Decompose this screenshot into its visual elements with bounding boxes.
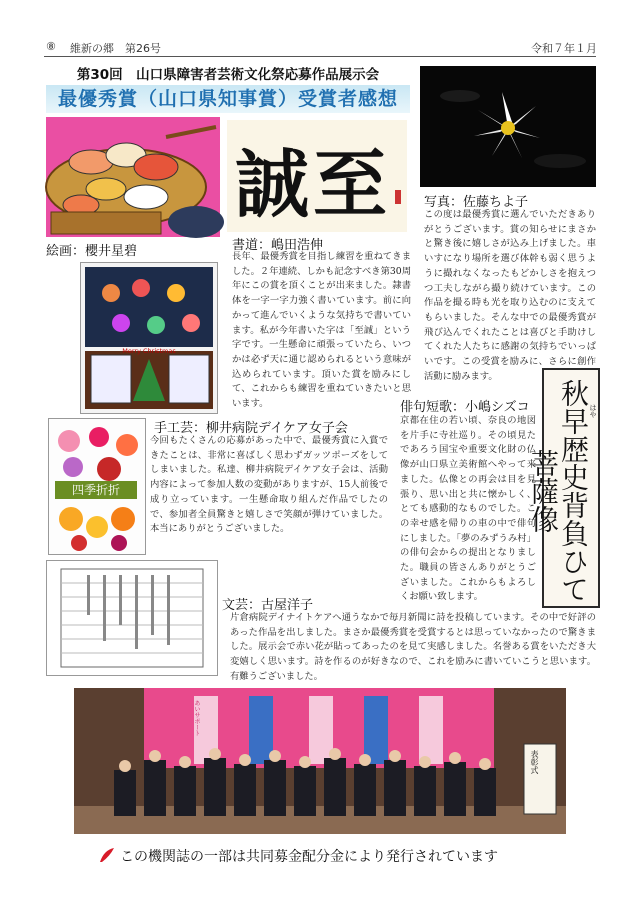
banner-subtitle: 第30回 山口県障害者芸術文化祭応募作品展示会 (46, 65, 410, 85)
calligraphy-image (227, 120, 407, 232)
craft-sign: 四季折折 (55, 481, 137, 499)
craft-seasons-image (48, 418, 146, 555)
haiku-scroll-ruby: はや (589, 404, 597, 418)
haiku-scroll (527, 368, 600, 608)
caption-literature: 文芸：古屋洋子 (222, 598, 314, 613)
issue-date: 令和７年１月 (531, 42, 597, 55)
caption-crafts: 手工芸：柳井病院デイケア女子会 (154, 421, 348, 436)
literature-text: 片倉病院デイナイトケアへ通うなかで毎月新聞に詩を投稿しています。その中で好評のあった作品を出しました。まさか最優秀賞を受賞するとは思っていなかったので驚きました。展示会で赤い花が貼ってあったのを見て実感しました。名誉ある賞をいただき大変嬉しく思います。詩を作るのが好きなので、これを励みに書いていこうと思います。有難うございました。 (230, 612, 596, 682)
ceremony-sign: 表彰式 (530, 750, 539, 774)
christmas-label: Merry Christmas (122, 347, 176, 355)
literature-manuscript-image (46, 560, 218, 676)
crafts-text: 今回もたくさんの応募があった中で、最優秀賞に入賞できたことは、非常に喜ばしく思わずガッツポーズをしてしまいました。私達、柳井病院デイケア女子会は、活動内容によって参加人数の変動がありますが、15人前後で成り立っています。一生懸命取り組んだ作品でしたので、参加者全員驚きと嬉しさで笑顔が弾けていました。本当にありがとうございました。 (150, 435, 388, 535)
ceremony-banner: あいサポート (193, 700, 200, 736)
craft-christmas-image (80, 262, 218, 414)
haiku-scroll-text: 秋早歴史背負ひて菩薩像 (527, 379, 590, 603)
calligraphy-text: 長年、最優秀賞を目指し練習を重ねてきました。２年連続、しかも記念すべき第30周年にこの賞を頂くことが出来ました。隷書体を一字一字力強く書いています。前に向かって進んでいくような気持ちで書いています。私が今年書いた字は「至誠」という字です。一生懸命に頑張っていたら、いつかは必ず天に通じ認められるという意味が込められています。頂いた賞を励みにして、これからも練習を重ねていきたいと思います。 (232, 251, 411, 410)
footer-notice: この機関誌の一部は共同募金配分金により発行されています (120, 849, 498, 865)
photo-text: この度は最優秀賞に選んでいただきありがとうございます。賞の知らせにまさかと驚き後に嬉しさが込み上げました。車いすになり場所を選び体幹も弱く思うように撮れなくなったもどかしさを抱えつつ工夫しながら撮り続けています。この作品を撮る時も光を取り込むのに支えてもらいました。そんな中での最優秀賞が飛び込んでくれたことは喜びと手助けしてくれた人たちに感謝の気持ちでいっぱいです。この受賞を励みに、さらに創作活動に励みます。 (424, 209, 596, 382)
award-ceremony-photo (74, 688, 566, 834)
caption-photo: 写真：佐藤ちよ子 (424, 195, 529, 210)
caption-haiku: 俳句短歌：小嶋シズコ (400, 400, 530, 415)
header-rule (44, 56, 596, 57)
calligraphy-characters: 誠至 (235, 142, 391, 228)
caption-painting: 絵画：櫻井星碧 (46, 244, 138, 259)
page-number: ⑧ (46, 40, 56, 53)
red-feather-icon (98, 846, 116, 864)
newsletter-title: 維新の郷 第26号 (70, 42, 161, 55)
banner-title: 最優秀賞（山口県知事賞）受賞者感想 (46, 85, 410, 113)
seal-stamp (395, 190, 401, 204)
caption-calligraphy: 書道：嶋田浩伸 (232, 238, 324, 253)
haiku-text: 京都在住の若い頃、奈良の地図を片手に寺社巡り。その頃見たであろう国宝や重要文化財の仏像が山口県立美術館へやって来ました。仏像との再会は目を見張り、思い出と共に懐かしく、とても感動的なものでした。この幸せ感を帰りの車の中で俳句にしました。「夢のみずうみ村」の俳句会からの提出となりました。職員の皆さんありがとうございました。これからもよろしくお願い致します。 (400, 415, 536, 603)
painting-image (46, 117, 220, 237)
waterlily-photo (420, 66, 596, 187)
